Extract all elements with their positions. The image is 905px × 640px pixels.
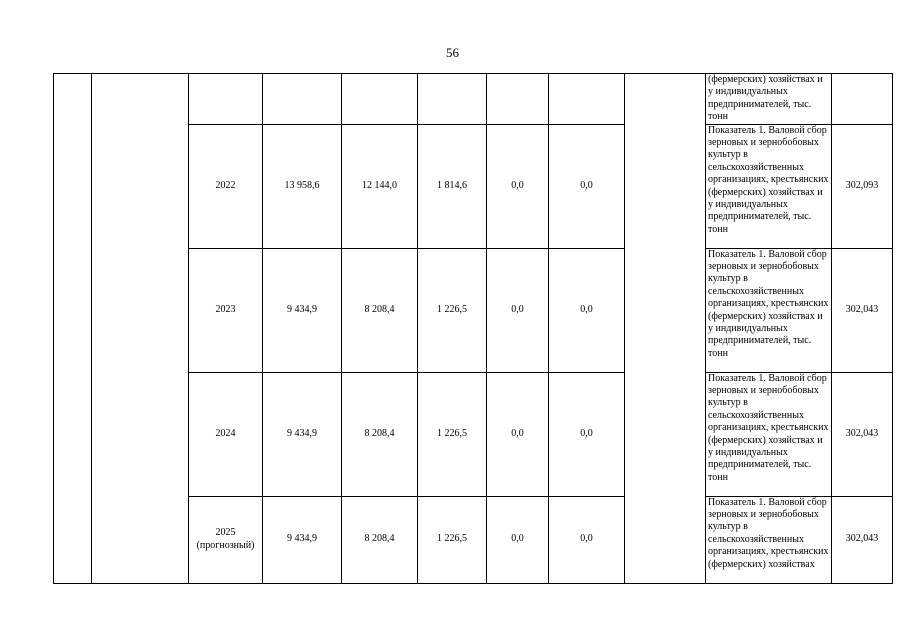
other-sources-cell: 0,0 — [549, 248, 625, 372]
number-cell — [54, 74, 92, 584]
federal-budget-cell: 8 208,4 — [342, 372, 418, 496]
indicator-value: 302,043 — [832, 496, 893, 583]
year-cell: 2023 — [189, 248, 263, 372]
local-budget-cell: 0,0 — [487, 372, 549, 496]
local-budget-cell: 0,0 — [487, 124, 549, 248]
indicator-value: 302,093 — [832, 124, 893, 248]
local-budget-cell — [487, 74, 549, 125]
indicator-text: Показатель 1. Валовой сбор зерновых и зернобобовых культур в сельскохозяйственных организациях, крестьянских (фермерских) хозяйствах и у индивидуальных предпринимателей, тыс. тонн — [706, 372, 832, 496]
total-cell: 13 958,6 — [263, 124, 342, 248]
total-cell: 9 434,9 — [263, 248, 342, 372]
other-sources-cell: 0,0 — [549, 124, 625, 248]
year-cell: 2024 — [189, 372, 263, 496]
total-cell — [263, 74, 342, 125]
indicator-text: Показатель 1. Валовой сбор зерновых и зернобобовых культур в сельскохозяйственных организациях, крестьянских (фермерских) хозяйствах и у индивидуальных предпринимателей, тыс. тонн — [706, 124, 832, 248]
federal-budget-cell: 8 208,4 — [342, 248, 418, 372]
other-sources-cell: 0,0 — [549, 496, 625, 583]
year-label: 2025 — [215, 527, 236, 539]
budget-table — [53, 73, 893, 584]
table-row — [54, 74, 893, 125]
total-cell: 9 434,9 — [263, 372, 342, 496]
local-budget-cell: 0,0 — [487, 248, 549, 372]
indicator-value: 302,043 — [832, 372, 893, 496]
executor-cell — [625, 74, 706, 584]
federal-budget-cell — [342, 74, 418, 125]
federal-budget-cell: 12 144,0 — [342, 124, 418, 248]
indicator-text: (фермерских) хозяйствах и у индивидуальных предпринимателей, тыс. тонн — [706, 74, 832, 125]
measure-name-cell — [92, 74, 189, 584]
regional-budget-cell: 1 226,5 — [418, 496, 487, 583]
local-budget-cell: 0,0 — [487, 496, 549, 583]
year-cell: 2022 — [189, 124, 263, 248]
other-sources-cell — [549, 74, 625, 125]
year-cell — [189, 496, 263, 583]
indicator-value: 302,043 — [832, 248, 893, 372]
year-note: (прогнозный) — [196, 539, 255, 551]
regional-budget-cell: 1 226,5 — [418, 372, 487, 496]
regional-budget-cell: 1 814,6 — [418, 124, 487, 248]
regional-budget-cell — [418, 74, 487, 125]
regional-budget-cell: 1 226,5 — [418, 248, 487, 372]
federal-budget-cell: 8 208,4 — [342, 496, 418, 583]
year-cell — [189, 74, 263, 125]
indicator-text: Показатель 1. Валовой сбор зерновых и зернобобовых культур в сельскохозяйственных организациях, крестьянских (фермерских) хозяйствах — [706, 496, 832, 583]
total-cell: 9 434,9 — [263, 496, 342, 583]
page-number: 56 — [446, 45, 459, 60]
indicator-text: Показатель 1. Валовой сбор зерновых и зернобобовых культур в сельскохозяйственных организациях, крестьянских (фермерских) хозяйствах и у индивидуальных предпринимателей, тыс. тонн — [706, 248, 832, 372]
indicator-value — [832, 74, 893, 125]
other-sources-cell: 0,0 — [549, 372, 625, 496]
